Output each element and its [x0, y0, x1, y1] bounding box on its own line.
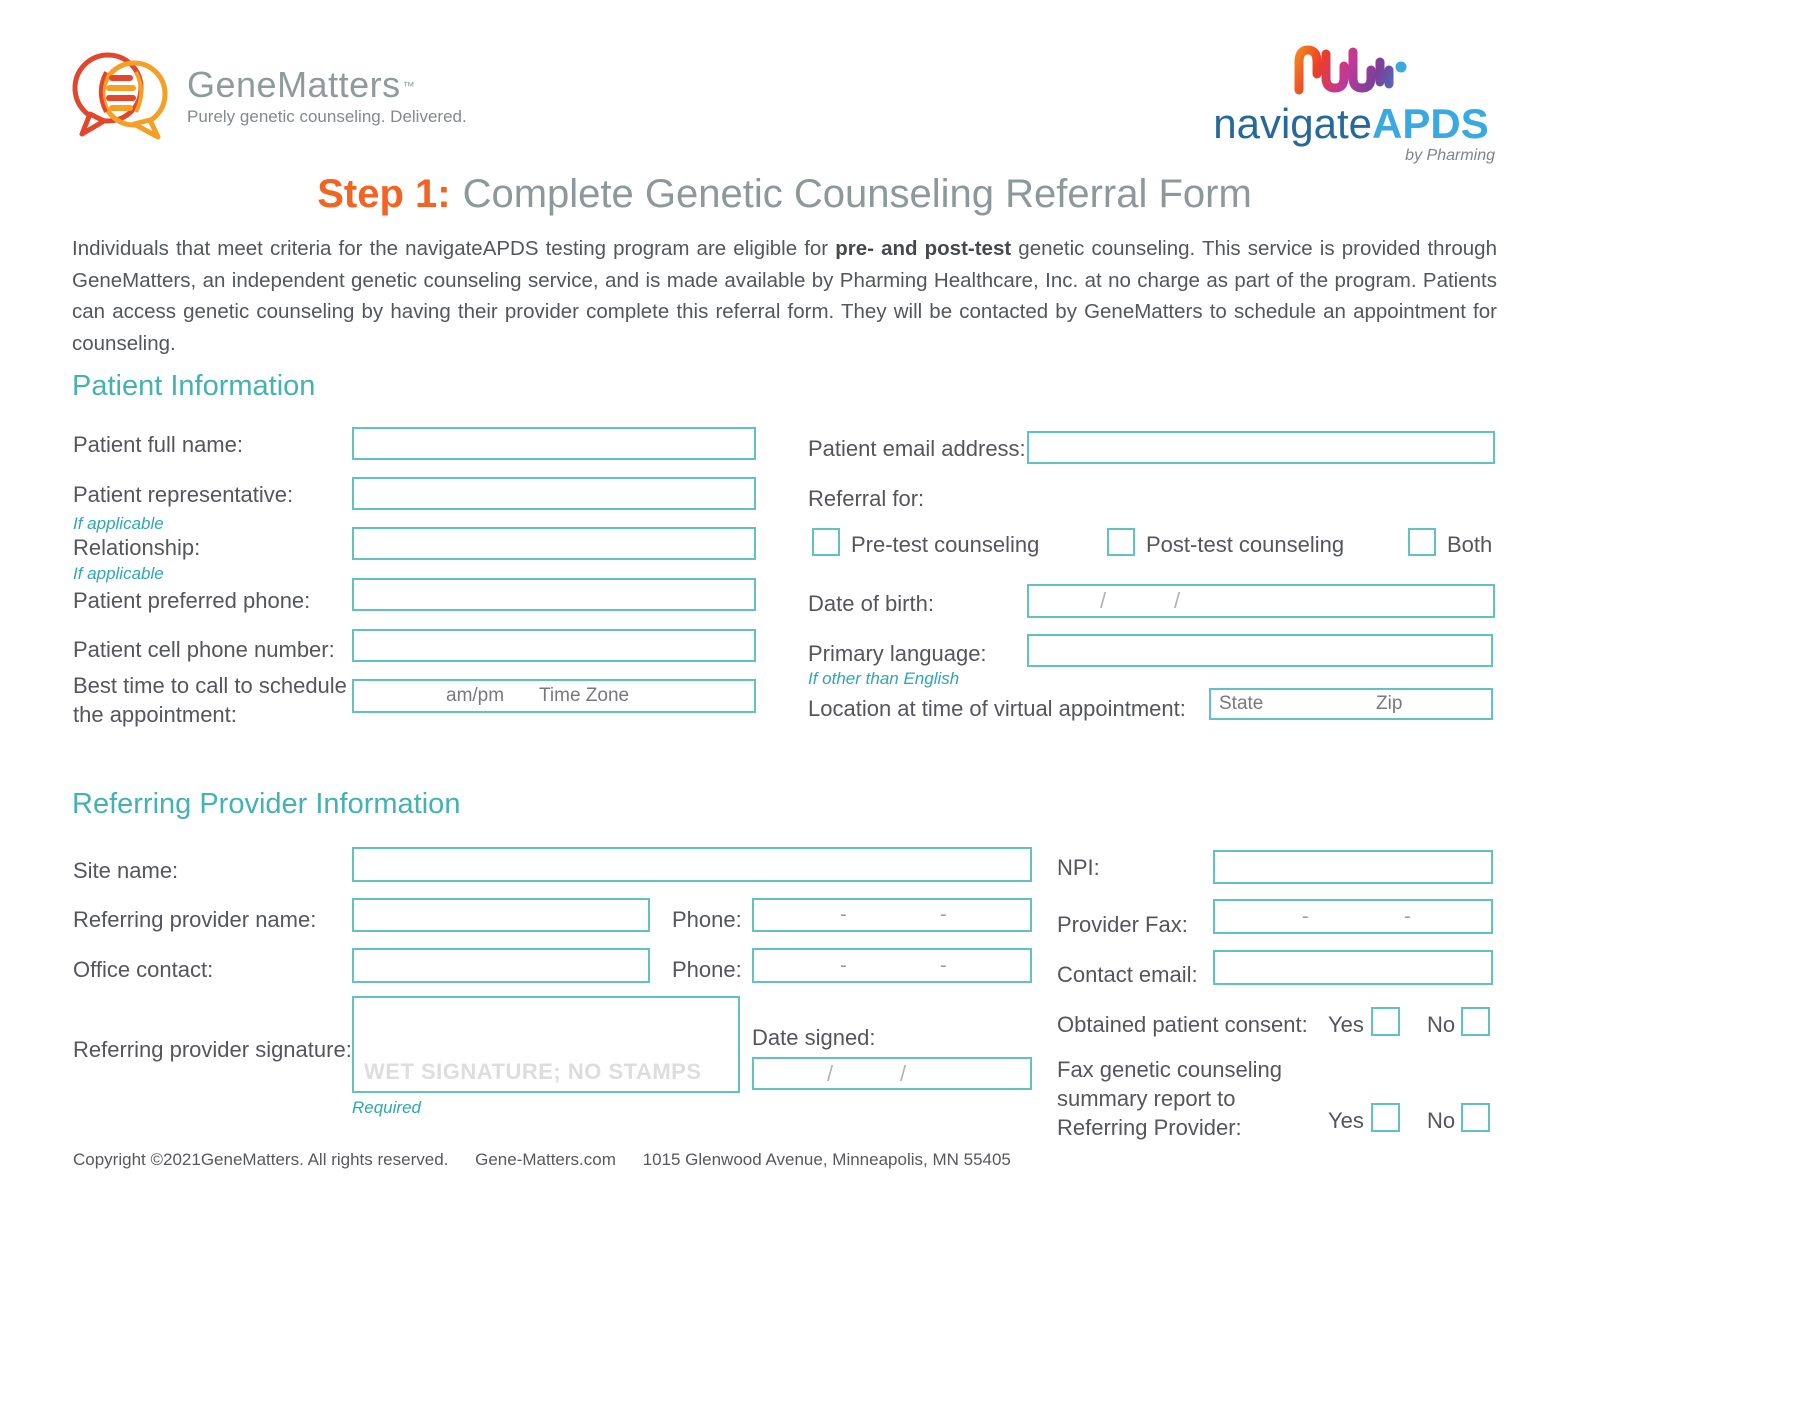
patient-full-name-label: Patient full name:: [73, 432, 243, 457]
genematters-logo: [68, 46, 467, 146]
primary-language-label: Primary language:: [808, 641, 987, 666]
patient-cell-phone-label: Patient cell phone number:: [73, 637, 335, 662]
relationship-note: If applicable: [73, 564, 164, 583]
footer-copyright: Copyright ©2021GeneMatters. All rights reserved.: [73, 1150, 449, 1169]
pretest-counseling-label: Pre-test counseling: [851, 532, 1040, 557]
location-label: Location at time of virtual appointment:: [808, 696, 1186, 721]
site-name-label: Site name:: [73, 858, 179, 883]
timezone-hint: Time Zone: [539, 685, 630, 706]
date-signed-slash-1: /: [827, 1060, 834, 1086]
signature-input[interactable]: [352, 996, 740, 1093]
date-of-birth-input[interactable]: [1027, 584, 1495, 618]
state-hint: State: [1219, 693, 1264, 714]
genematters-speech-bubbles-dna-icon: [68, 46, 173, 146]
patient-information-heading: Patient Information: [72, 370, 316, 402]
date-signed-input[interactable]: [752, 1057, 1032, 1090]
genematters-wordmark: GeneMatters: [187, 63, 401, 105]
relationship-input[interactable]: [352, 527, 756, 560]
patient-representative-label: Patient representative:: [73, 482, 294, 507]
phone-dash-2: -: [940, 903, 947, 926]
navigateapds-wordmark: navigateAPDS: [1213, 100, 1489, 147]
page-title-text: Complete Genetic Counseling Referral Form: [462, 172, 1252, 216]
ampm-hint: am/pm: [446, 685, 505, 706]
date-signed-slash-2: /: [900, 1060, 907, 1086]
patient-preferred-phone-label: Patient preferred phone:: [73, 588, 311, 613]
footer-address: 1015 Glenwood Avenue, Minneapolis, MN 55405: [642, 1150, 1011, 1169]
trademark-symbol: ™: [402, 79, 415, 94]
fax-summary-yes-label: Yes: [1328, 1108, 1364, 1133]
consent-no-checkbox[interactable]: [1461, 1007, 1490, 1036]
patient-preferred-phone-input[interactable]: [352, 578, 756, 611]
provider-phone-input[interactable]: [752, 898, 1032, 932]
consent-yes-checkbox[interactable]: [1371, 1007, 1400, 1036]
signature-label: Referring provider signature:: [73, 1037, 352, 1062]
office-contact-input[interactable]: [352, 948, 650, 983]
posttest-counseling-label: Post-test counseling: [1146, 532, 1345, 557]
genematters-tagline: Purely genetic counseling. Delivered.: [187, 106, 467, 126]
patient-email-label: Patient email address:: [808, 436, 1026, 461]
phone-dash-1: -: [840, 903, 847, 926]
site-name-input[interactable]: [352, 847, 1032, 882]
intro-paragraph: Individuals that meet criteria for the navigateAPDS testing program are eligible for pre- and post-test genetic counseling. This service is provided through GeneMatters, an independent genetic counseling service, and is made available by Pharming Healthcare, Inc. at no charge as part of the program. Patients can access genetic counseling by having their provider complete this referral form. They will be contacted by GeneMatters to schedule an appointment for counseling.: [72, 237, 1497, 355]
relationship-label: Relationship:: [73, 535, 201, 560]
office-contact-label: Office contact:: [73, 957, 214, 982]
npi-input[interactable]: [1213, 850, 1493, 884]
pretest-counseling-checkbox[interactable]: [812, 528, 840, 556]
signature-watermark: WET SIGNATURE; NO STAMPS: [364, 1059, 702, 1084]
patient-email-input[interactable]: [1027, 431, 1495, 464]
navigateapds-logo: [1205, 40, 1497, 165]
page-title: [72, 172, 1497, 217]
referral-for-label: Referral for:: [808, 486, 925, 511]
npi-label: NPI:: [1057, 855, 1100, 880]
office-phone-dash-2: -: [940, 954, 947, 976]
best-time-label: Best time to call to schedule the appointment:: [73, 673, 347, 727]
patient-representative-input[interactable]: [352, 477, 756, 510]
navigateapds-byline: by Pharming: [1405, 147, 1495, 164]
referring-provider-name-input[interactable]: [352, 898, 650, 932]
page-title-step: Step 1:: [317, 172, 451, 216]
consent-yes-label: Yes: [1328, 1012, 1364, 1037]
provider-fax-label: Provider Fax:: [1057, 912, 1188, 937]
referring-provider-name-label: Referring provider name:: [73, 907, 317, 932]
fax-summary-no-label: No: [1427, 1108, 1456, 1133]
footer-website: Gene-Matters.com: [475, 1150, 616, 1169]
provider-information-heading: Referring Provider Information: [72, 788, 461, 820]
fax-summary-label: Fax genetic counseling summary report to Referring Provider:: [1057, 1057, 1283, 1140]
location-input[interactable]: [1209, 688, 1493, 720]
consent-label: Obtained patient consent:: [1057, 1012, 1308, 1037]
fax-dash-2: -: [1404, 905, 1411, 927]
office-phone-dash-1: -: [840, 954, 847, 976]
contact-email-input[interactable]: [1213, 950, 1493, 985]
date-signed-label: Date signed:: [752, 1025, 876, 1050]
patient-cell-phone-input[interactable]: [352, 629, 756, 662]
provider-phone-label: Phone:: [672, 907, 742, 932]
dob-slash-2: /: [1174, 588, 1181, 613]
best-time-input[interactable]: [352, 679, 756, 713]
primary-language-note: If other than English: [808, 669, 960, 688]
footer: [73, 1150, 1033, 1170]
office-phone-input[interactable]: [752, 948, 1032, 983]
primary-language-input[interactable]: [1027, 634, 1493, 667]
patient-full-name-input[interactable]: [352, 427, 756, 460]
fax-dash-1: -: [1302, 905, 1309, 927]
fax-summary-no-checkbox[interactable]: [1461, 1103, 1490, 1132]
provider-fax-input[interactable]: [1213, 899, 1493, 934]
both-label: Both: [1447, 532, 1493, 557]
zip-hint: Zip: [1376, 693, 1403, 714]
contact-email-label: Contact email:: [1057, 962, 1198, 987]
posttest-counseling-checkbox[interactable]: [1107, 528, 1135, 556]
patient-representative-note: If applicable: [73, 514, 164, 533]
date-of-birth-label: Date of birth:: [808, 591, 934, 616]
dob-slash-1: /: [1100, 588, 1107, 613]
office-phone-label: Phone:: [672, 957, 742, 982]
signature-required-note: Required: [352, 1098, 421, 1117]
consent-no-label: No: [1427, 1012, 1456, 1037]
navigateapds-wave-icon: [1205, 40, 1497, 102]
fax-summary-yes-checkbox[interactable]: [1371, 1103, 1400, 1132]
both-checkbox[interactable]: [1408, 528, 1436, 556]
